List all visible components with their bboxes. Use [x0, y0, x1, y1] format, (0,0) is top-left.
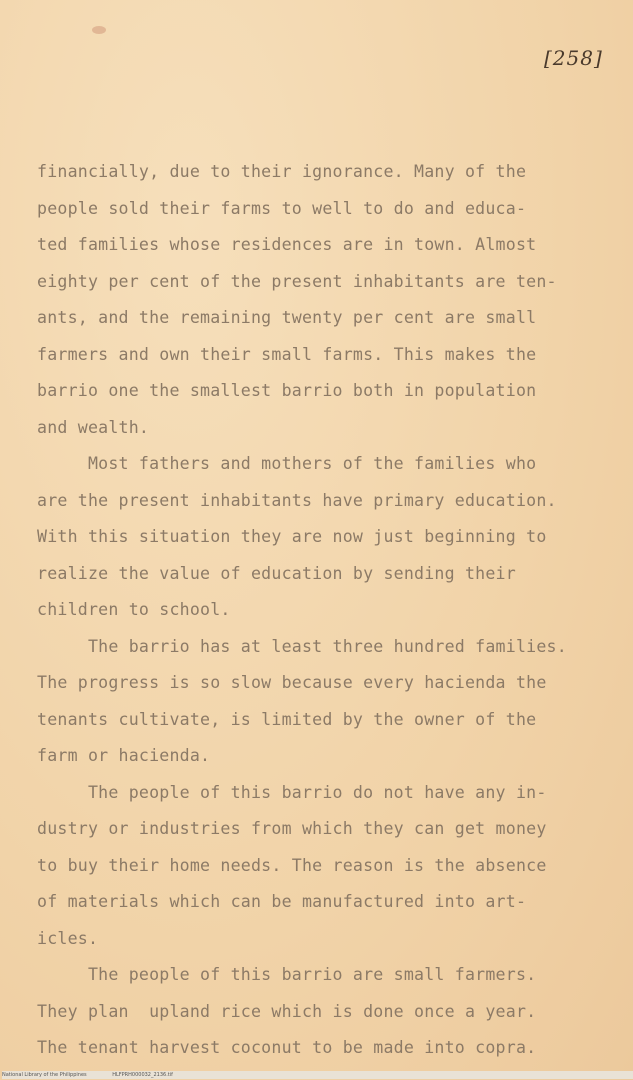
text-line: They plan upland rice which is done once a year. — [37, 1001, 537, 1021]
text-line: The progress is so slow because every hacienda the — [37, 673, 547, 692]
text-line: of materials which can be manufactured into art- — [37, 892, 527, 911]
text-line: farm or hacienda. — [37, 746, 211, 765]
page-number: [258] — [544, 46, 603, 70]
text-line: realize the value of education by sending their — [37, 563, 516, 583]
scan-footer — [2, 1071, 633, 1079]
paper-smudge — [92, 26, 106, 34]
text-line: barrio one the smallest barrio both in population — [37, 381, 537, 400]
text-line: people sold their farms to well to do and educa- — [37, 198, 527, 218]
text-line: financially, due to their ignorance. Many of the — [37, 162, 527, 181]
text-line: eighty per cent of the present inhabitants are ten- — [37, 271, 557, 291]
library-credit: National Library of the Philippines — [2, 1072, 87, 1078]
text-line: children to school. — [37, 600, 231, 619]
document-body — [37, 154, 612, 1067]
text-line: dustry or industries from which they can get money — [37, 819, 547, 838]
text-line: The people of this barrio do not have any in- — [37, 782, 547, 802]
text-line: The barrio has at least three hundred families. — [37, 636, 567, 656]
text-line: tenants cultivate, is limited by the owner of the — [37, 709, 537, 729]
text-line: Most fathers and mothers of the families who — [37, 454, 537, 473]
text-line: ted families whose residences are in town. Almost — [37, 235, 537, 254]
text-line: With this situation they are now just beginning to — [37, 527, 547, 546]
text-line: The people of this barrio are small farmers. — [37, 965, 537, 984]
text-line: icles. — [37, 928, 99, 948]
text-line: are the present inhabitants have primary education. — [37, 490, 557, 510]
text-line: to buy their home needs. The reason is the absence — [37, 855, 547, 875]
text-line: The tenant harvest coconut to be made into copra. — [37, 1038, 537, 1057]
text-line: farmers and own their small farms. This makes the — [37, 344, 537, 364]
text-line: and wealth. — [37, 417, 150, 437]
file-id: HLFPRH000032_2136.tif — [112, 1072, 173, 1078]
text-line: ants, and the remaining twenty per cent are small — [37, 308, 537, 327]
